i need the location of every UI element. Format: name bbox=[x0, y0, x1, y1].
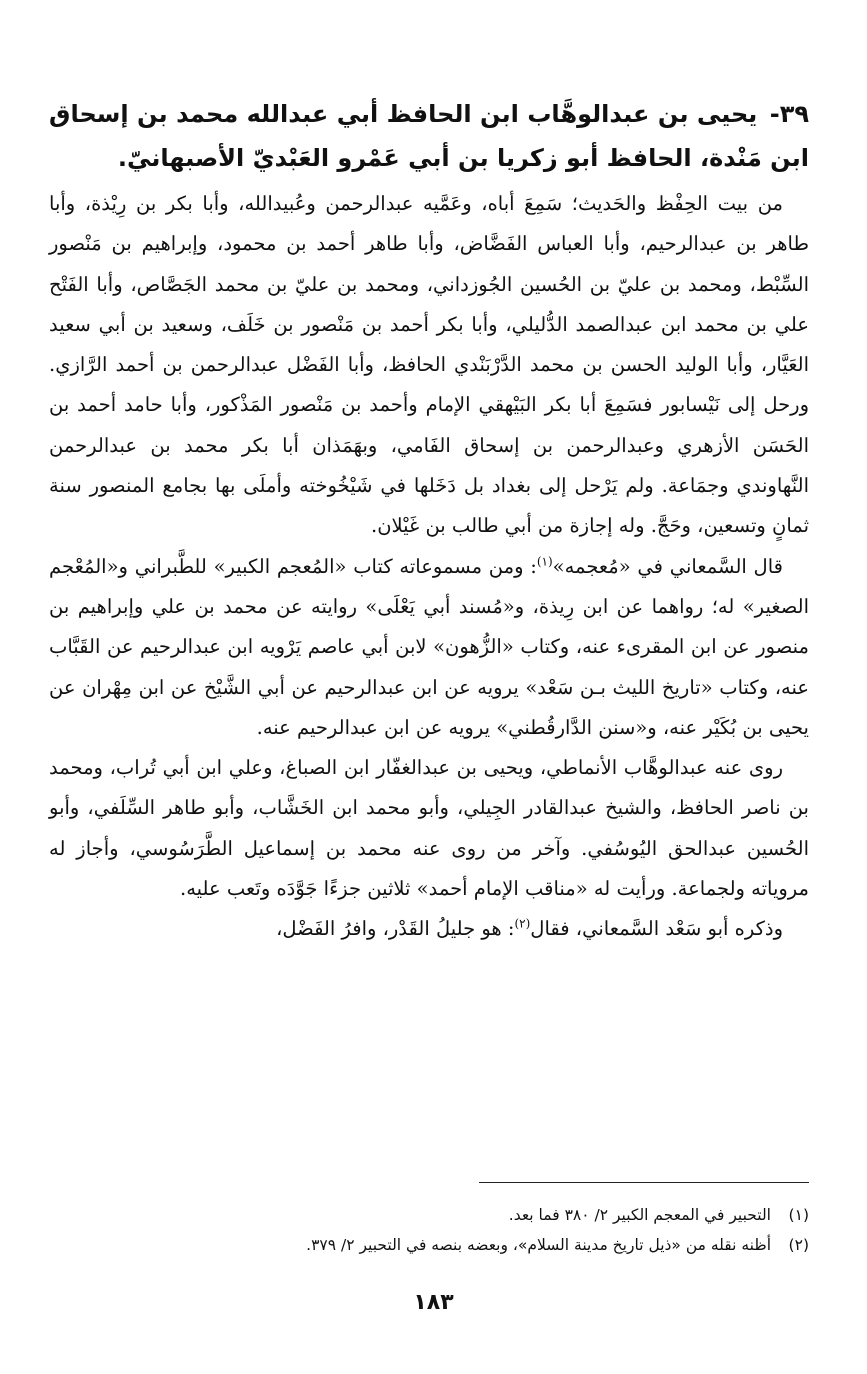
footnote-text: التحبير في المعجم الكبير ٢/ ٣٨٠ فما بعد. bbox=[508, 1206, 771, 1224]
entry-heading bbox=[49, 92, 809, 180]
footnote-item bbox=[49, 1230, 809, 1260]
paragraph-text: روى عنه عبدالوهَّاب الأنماطي، ويحيى بن عبدالغفّار ابن الصباغ، وعلي ابن أبي تُراب، ومحمد بن ناصر الحافظ، والشيخ عبدالقادر الجِيلي، وأبو محمد ابن الخَشَّاب، وأبو طاهر السِّلَفي، وأبو الحُسين عبدالحق اليُوسُفي. وآخر من روى عنه محمد بن إسماعيل الطَّرَسُوسي، وأجاز له مروياته ولجماعة. ورأيت له «مناقب الإمام أحمد» ثلاثين جزءًا جَوَّدَه وتَعب عليه. bbox=[49, 756, 809, 901]
paragraph-text: وذكره أبو سَعْد السَّمعاني، فقال bbox=[530, 917, 783, 941]
page-number: ١٨٣ bbox=[413, 1290, 454, 1315]
entry-title: يحيى بن عبدالوهَّاب ابن الحافظ أبي عبدالله محمد بن إسحاق ابن مَنْدة، الحافظ أبو زكريا بن أبي عَمْرو العَبْديّ الأصبهانيّ. bbox=[49, 100, 809, 172]
paragraph-text: : هو جليلُ القَدْر، وافرُ الفَضْل، bbox=[276, 917, 515, 941]
paragraph-samani-mention bbox=[49, 909, 809, 949]
entry-number: ٣٩- bbox=[769, 100, 809, 128]
paragraph-samani-quote bbox=[49, 547, 809, 748]
paragraph-text: : ومن مسموعاته كتاب «المُعجم الكبير» للطَّبراني و«المُعْجم الصغير» له؛ رواهما عن ابن رِيذة، و«مُسند أبي يَعْلَى» روايته عن محمد بن علي وإبراهيم بن منصور عن ابن المقرىء عنه، وكتاب «الزُّهون» لابن أبي عاصم يَرْويه ابن عبدالرحيم عن القَبَّاب عنه، وكتاب «تاريخ الليث بـن سَعْد» يرويه عن ابن عبدالرحيم عن أبي الشَّيْخ عن ابن مِهْران عن يحيى بن بُكَيْر عنه، و«سنن الدَّارقُطني» يرويه عن ابن عبدالرحيم عنه. bbox=[49, 554, 809, 739]
footnote-marker: (٢) bbox=[788, 1236, 809, 1254]
footnote-reference: (٢) bbox=[514, 916, 531, 931]
footnote-divider bbox=[479, 1182, 809, 1183]
footnote-marker: (١) bbox=[788, 1206, 809, 1224]
paragraph-biography bbox=[49, 184, 809, 547]
paragraph-text: من بيت الحِفْظ والحَديث؛ سَمِعَ أباه، وعَمَّيه عبدالرحمن وعُبيدالله، وأبا بكر بن رِيْذة، وأبا طاهر بن عبدالرحيم، وأبا العباس الفَضَّاض، وأبا طاهر أحمد بن محمود، وإبراهيم بن مَنْصور السِّبْط، ومحمد بن عليّ بن الحُسين الجُوزداني، ومحمد بن عليّ بن محمد الجَصَّاص، وأبا الفَتْح علي بن محمد ابن عبدالصمد الدُّليلي، وأبا بكر أحمد بن مَنْصور بن خَلَف، وسعيد بن أبي سعيد العَيَّار، وأبا الوليد الحسن بن محمد الدَّرْبَنْدي الحافظ، وأبا الفَضْل عبدالرحمن بن أحمد الرَّازي. ورحل إلى نَيْسابور فسَمِعَ أبا بكر البَيْهقي الإمام وأحمد بن مَنْصور المَذْكور، وأبا حامد أحمد بن الحَسَن الأزهري وعبدالرحمن بن إسحاق الفَامي، وبهَمَذان أبا بكر محمد بن عبدالرحمن النَّهاوندي وجمَاعة. ولم يَرْحل إلى بغداد بل دَخَلها في شَيْخُوخته وأملَى بها بجامع المنصور سنة ثمانٍ وتسعين، وحَجَّ. وله إجازة من أبي طالب بن غَيْلان. bbox=[49, 192, 809, 538]
footnotes bbox=[49, 1200, 809, 1260]
paragraph-narrators bbox=[49, 748, 809, 909]
footnote-item bbox=[49, 1200, 809, 1230]
footnote-reference: (١) bbox=[536, 554, 553, 569]
body-text bbox=[49, 184, 809, 950]
footnote-text: أظنه نقله من «ذيل تاريخ مدينة السلام»، وبعضه بنصه في التحبير ٢/ ٣٧٩. bbox=[306, 1236, 771, 1254]
paragraph-text: قال السَّمعاني في «مُعجمه» bbox=[552, 554, 783, 578]
